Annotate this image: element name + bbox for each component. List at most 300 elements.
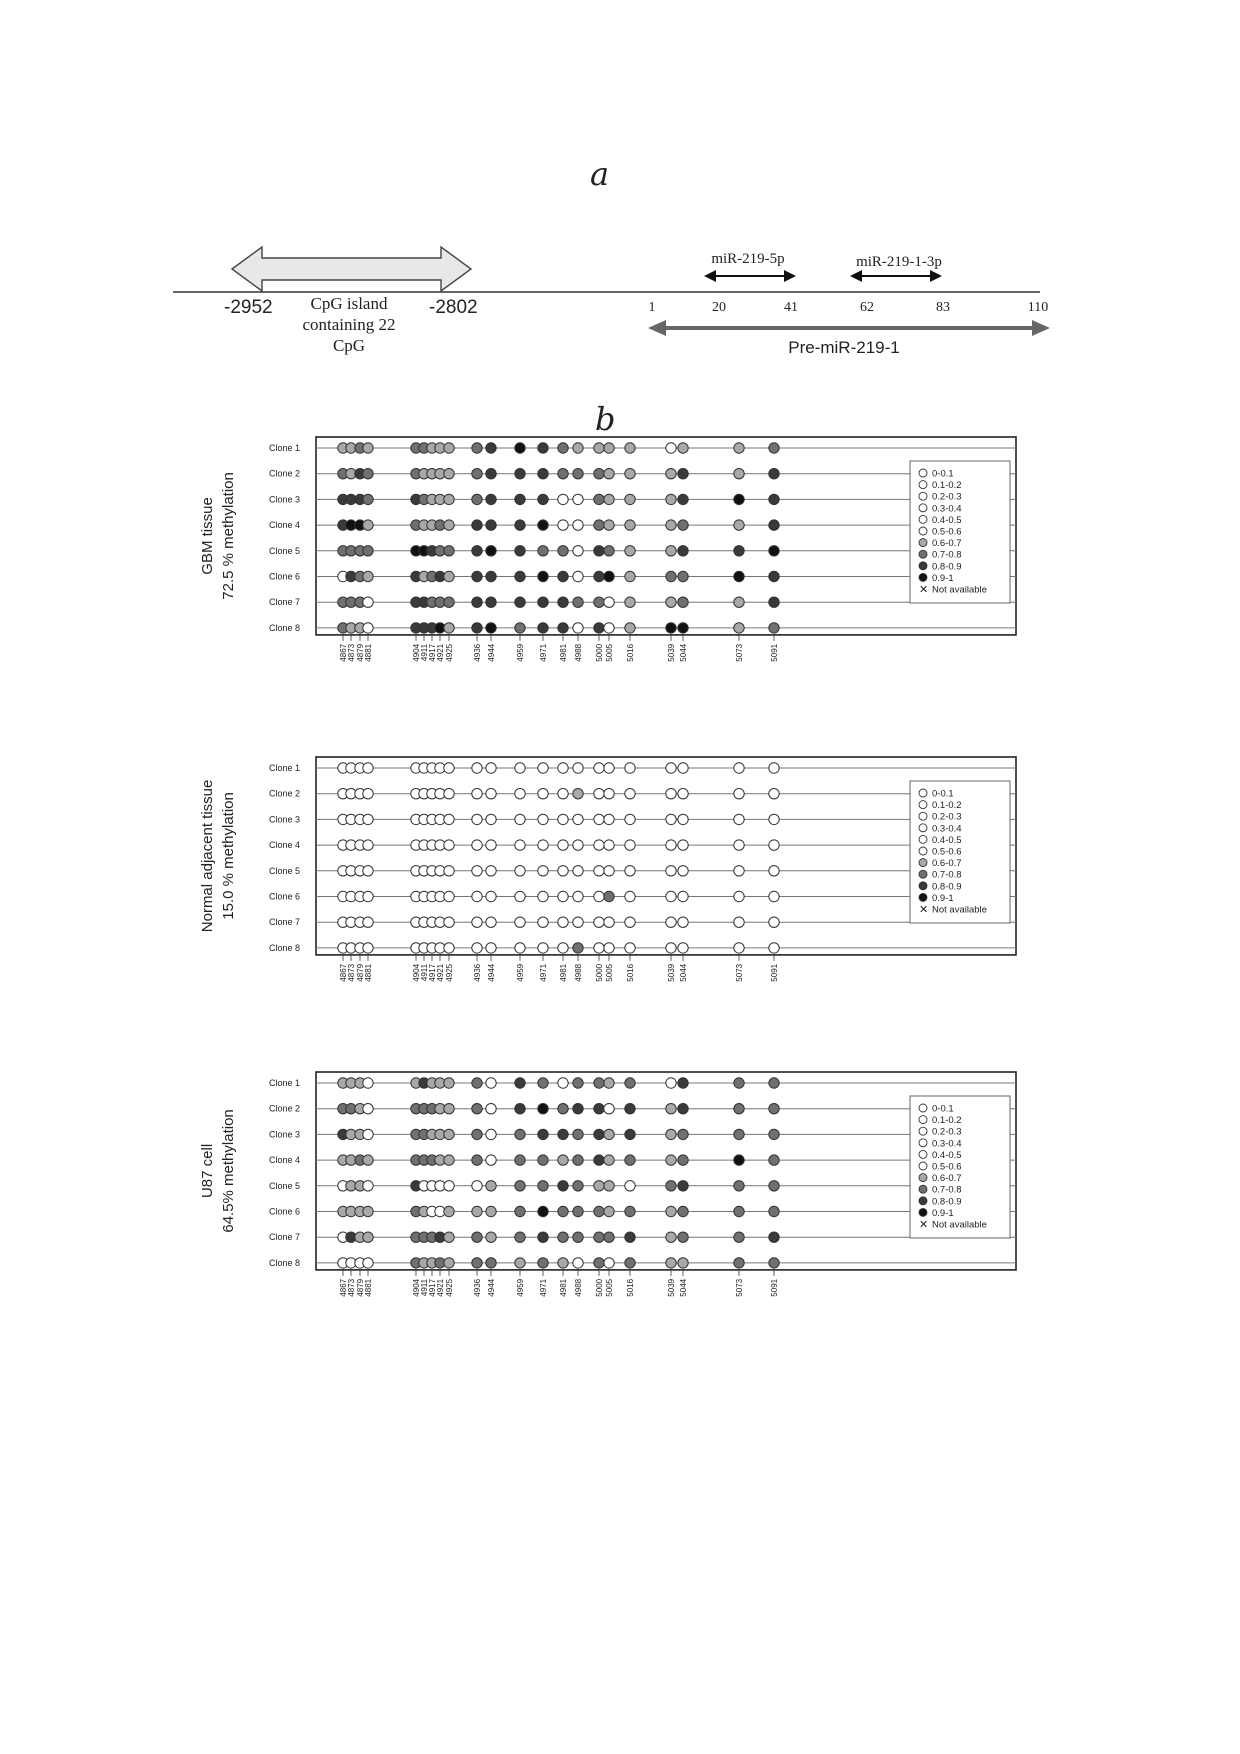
- legend-label: 0.6-0.7: [932, 1173, 962, 1185]
- cpg-site-dot: [363, 494, 373, 504]
- cpg-site-dot: [604, 1155, 614, 1165]
- cpg-site-dot: [558, 840, 568, 850]
- cpg-site-dot: [666, 1104, 676, 1114]
- cpg-position-label: 4944: [487, 1278, 496, 1297]
- cpg-site-dot: [625, 1181, 635, 1191]
- cpg-site-dot: [363, 1078, 373, 1088]
- cpg-site-dot: [678, 891, 688, 901]
- cpg-site-dot: [678, 1155, 688, 1165]
- cpg-position-label: 4911: [420, 643, 429, 662]
- legend-label: 0.6-0.7: [932, 858, 962, 870]
- cpg-site-dot: [604, 623, 614, 633]
- cpg-site-dot: [678, 1232, 688, 1242]
- methylation-legend: [910, 1096, 1010, 1238]
- cpg-site-dot: [666, 1206, 676, 1216]
- cpg-site-dot: [486, 1104, 496, 1114]
- cpg-site-dot: [363, 917, 373, 927]
- methylation-percent-label: 64.5% methylation: [220, 1109, 237, 1233]
- legend-swatch: [919, 481, 927, 489]
- cpg-site-dot: [538, 763, 548, 773]
- cpg-position-label: 4925: [445, 1278, 454, 1297]
- legend-label: 0.9-1: [932, 1207, 954, 1219]
- cpg-site-dot: [472, 1129, 482, 1139]
- cpg-site-dot: [486, 840, 496, 850]
- cpg-site-dot: [558, 520, 568, 530]
- cpg-site-dot: [573, 571, 583, 581]
- cpg-site-dot: [573, 1129, 583, 1139]
- cpg-site-dot: [538, 623, 548, 633]
- pre-mir-tick-110: 110: [1027, 300, 1049, 315]
- cpg-position-label: 4873: [347, 1278, 356, 1297]
- cpg-site-dot: [734, 1078, 744, 1088]
- cpg-site-dot: [734, 571, 744, 581]
- mir-5p-label: miR-219-5p: [711, 251, 785, 267]
- cpg-site-dot: [604, 1078, 614, 1088]
- cpg-site-dot: [594, 1232, 604, 1242]
- cpg-site-dot: [594, 494, 604, 504]
- cpg-site-dot: [363, 891, 373, 901]
- cpg-position-label: 4921: [436, 1278, 445, 1297]
- cpg-site-dot: [444, 789, 454, 799]
- cpg-site-dot: [472, 494, 482, 504]
- cpg-site-dot: [363, 1181, 373, 1191]
- cpg-position-label: 4917: [428, 963, 437, 982]
- cpg-site-dot: [558, 866, 568, 876]
- clone-label: Clone 1: [268, 1078, 300, 1088]
- pre-mir-tick-83: 83: [936, 300, 950, 315]
- cpg-position-label: 5039: [667, 1278, 676, 1297]
- cpg-site-dot: [769, 1129, 779, 1139]
- cpg-site-dot: [666, 840, 676, 850]
- cpg-site-dot: [666, 866, 676, 876]
- cpg-site-dot: [769, 763, 779, 773]
- cpg-site-dot: [625, 943, 635, 953]
- cpg-position-label: 5039: [667, 963, 676, 982]
- legend-label: 0.5-0.6: [932, 526, 962, 538]
- legend-label: 0.1-0.2: [932, 480, 962, 492]
- legend-swatch: [919, 1174, 927, 1182]
- legend-label: 0.3-0.4: [932, 1138, 962, 1150]
- legend-swatch: [919, 859, 927, 867]
- cpg-site-dot: [363, 443, 373, 453]
- clone-label: Clone 8: [268, 942, 300, 953]
- cpg-site-dot: [363, 571, 373, 581]
- cpg-site-dot: [573, 1258, 583, 1268]
- cpg-site-dot: [678, 763, 688, 773]
- cpg-site-dot: [538, 943, 548, 953]
- cpg-end-label: -2802: [429, 297, 478, 318]
- cpg-site-dot: [444, 840, 454, 850]
- cpg-site-dot: [472, 763, 482, 773]
- cpg-site-dot: [538, 1181, 548, 1191]
- cpg-site-dot: [734, 469, 744, 479]
- cpg-site-dot: [486, 1078, 496, 1088]
- legend-swatch: [919, 1208, 927, 1216]
- cpg-site-dot: [594, 546, 604, 556]
- clone-label: Clone 2: [268, 1103, 300, 1114]
- cpg-site-dot: [444, 520, 454, 530]
- cpg-site-dot: [734, 789, 744, 799]
- clone-label: Clone 8: [268, 622, 300, 633]
- cpg-site-dot: [625, 866, 635, 876]
- cpg-site-dot: [573, 1206, 583, 1216]
- cpg-site-dot: [558, 546, 568, 556]
- legend-swatch: [919, 893, 927, 901]
- legend-label: 0.8-0.9: [932, 881, 962, 893]
- cpg-position-label: 4988: [574, 643, 583, 662]
- cpg-site-dot: [625, 1258, 635, 1268]
- cpg-site-dot: [678, 1206, 688, 1216]
- legend-swatch: [919, 515, 927, 523]
- cpg-position-label: 4944: [487, 643, 496, 662]
- cpg-site-dot: [666, 520, 676, 530]
- cpg-site-dot: [604, 1206, 614, 1216]
- cpg-site-dot: [678, 520, 688, 530]
- clone-label: Clone 5: [268, 545, 300, 556]
- cpg-site-dot: [734, 1129, 744, 1139]
- cpg-site-dot: [538, 917, 548, 927]
- cpg-site-dot: [515, 891, 525, 901]
- pre-mir-tick-20: 20: [712, 300, 726, 315]
- legend-swatch: [919, 504, 927, 512]
- cpg-site-dot: [486, 1181, 496, 1191]
- cpg-site-dot: [678, 443, 688, 453]
- pre-mir-tick-41: 41: [784, 300, 798, 315]
- clone-label: Clone 2: [268, 468, 300, 479]
- legend-swatch: [919, 562, 927, 570]
- cpg-position-label: 5073: [735, 963, 744, 982]
- cpg-site-dot: [594, 520, 604, 530]
- cpg-site-dot: [604, 571, 614, 581]
- cpg-site-dot: [594, 943, 604, 953]
- cpg-site-dot: [573, 789, 583, 799]
- cpg-site-dot: [769, 571, 779, 581]
- cpg-position-label: 5000: [595, 643, 604, 662]
- cpg-site-dot: [734, 763, 744, 773]
- cpg-position-label: 4988: [574, 1278, 583, 1297]
- legend-label: 0.7-0.8: [932, 869, 962, 881]
- cpg-site-dot: [678, 571, 688, 581]
- cpg-site-dot: [558, 1155, 568, 1165]
- cpg-site-dot: [734, 546, 744, 556]
- cpg-site-dot: [444, 1104, 454, 1114]
- cpg-site-dot: [486, 469, 496, 479]
- cpg-site-dot: [444, 1258, 454, 1268]
- cpg-position-label: 5091: [770, 963, 779, 982]
- cpg-site-dot: [769, 943, 779, 953]
- cpg-site-dot: [666, 763, 676, 773]
- cpg-site-dot: [472, 1206, 482, 1216]
- cpg-site-dot: [363, 1104, 373, 1114]
- legend-swatch: [919, 882, 927, 890]
- cpg-site-dot: [486, 623, 496, 633]
- cpg-position-label: 5016: [626, 963, 635, 982]
- cpg-site-dot: [625, 494, 635, 504]
- cpg-site-dot: [594, 1206, 604, 1216]
- cpg-site-dot: [472, 866, 482, 876]
- panel-a-letter: a: [590, 155, 610, 193]
- cpg-site-dot: [604, 814, 614, 824]
- cpg-site-dot: [486, 520, 496, 530]
- cpg-site-dot: [769, 623, 779, 633]
- legend-label: 0.2-0.3: [932, 811, 962, 823]
- cpg-site-dot: [678, 814, 688, 824]
- cpg-site-dot: [769, 789, 779, 799]
- cpg-position-label: 4911: [420, 1278, 429, 1297]
- cpg-position-label: 4959: [516, 1278, 525, 1297]
- cpg-site-dot: [515, 1232, 525, 1242]
- cpg-position-label: 4873: [347, 963, 356, 982]
- cpg-site-dot: [558, 763, 568, 773]
- cpg-site-dot: [594, 1181, 604, 1191]
- cpg-site-dot: [472, 623, 482, 633]
- cpg-site-dot: [734, 443, 744, 453]
- cpg-site-dot: [515, 1078, 525, 1088]
- cpg-site-dot: [573, 546, 583, 556]
- legend-swatch: [919, 1150, 927, 1158]
- legend-label: 0.3-0.4: [932, 503, 962, 515]
- legend-swatch: [919, 492, 927, 500]
- cpg-site-dot: [486, 1232, 496, 1242]
- clone-label: Clone 5: [268, 865, 300, 876]
- legend-label: 0.4-0.5: [932, 514, 962, 526]
- cpg-site-dot: [625, 546, 635, 556]
- cpg-site-dot: [363, 1129, 373, 1139]
- cpg-site-dot: [625, 917, 635, 927]
- cpg-site-dot: [538, 1104, 548, 1114]
- cpg-site-dot: [678, 623, 688, 633]
- cpg-position-label: 4873: [347, 643, 356, 662]
- pre-mir-tick-1: 1: [648, 300, 656, 315]
- cpg-site-dot: [666, 1232, 676, 1242]
- pre-mir-label: Pre-miR-219-1: [788, 338, 900, 357]
- cpg-site-dot: [666, 597, 676, 607]
- cpg-site-dot: [769, 1232, 779, 1242]
- cpg-site-dot: [363, 814, 373, 824]
- cpg-site-dot: [558, 1258, 568, 1268]
- cpg-position-label: 4936: [473, 1278, 482, 1297]
- cpg-site-dot: [594, 571, 604, 581]
- cpg-position-label: 5000: [595, 963, 604, 982]
- cpg-site-dot: [538, 443, 548, 453]
- cpg-site-dot: [472, 597, 482, 607]
- cpg-site-dot: [486, 943, 496, 953]
- cpg-position-label: 4944: [487, 963, 496, 982]
- cpg-position-label: 4867: [339, 963, 348, 982]
- not-available-icon: ✕: [919, 584, 929, 596]
- cpg-site-dot: [515, 1129, 525, 1139]
- cpg-site-dot: [625, 789, 635, 799]
- cpg-position-label: 5073: [735, 1278, 744, 1297]
- cpg-site-dot: [472, 520, 482, 530]
- legend-swatch: [919, 539, 927, 547]
- cpg-site-dot: [625, 1129, 635, 1139]
- cpg-site-dot: [515, 763, 525, 773]
- cpg-site-dot: [604, 597, 614, 607]
- cpg-site-dot: [363, 520, 373, 530]
- methylation-percent-label: 72.5 % methylation: [220, 472, 237, 600]
- cpg-site-dot: [604, 1104, 614, 1114]
- clone-label: Clone 3: [268, 814, 300, 825]
- cpg-position-label: 4921: [436, 963, 445, 982]
- legend-label: 0.9-1: [932, 892, 954, 904]
- cpg-site-dot: [734, 597, 744, 607]
- cpg-site-dot: [472, 840, 482, 850]
- legend-label: 0.3-0.4: [932, 823, 962, 835]
- cpg-site-dot: [769, 1258, 779, 1268]
- cpg-site-dot: [472, 1104, 482, 1114]
- legend-swatch: [919, 469, 927, 477]
- cpg-site-dot: [734, 917, 744, 927]
- cpg-site-dot: [486, 546, 496, 556]
- cpg-site-dot: [573, 1078, 583, 1088]
- cpg-site-dot: [363, 623, 373, 633]
- cpg-position-label: 4936: [473, 643, 482, 662]
- legend-swatch: [919, 847, 927, 855]
- cpg-position-label: 5091: [770, 643, 779, 662]
- cpg-site-dot: [444, 1206, 454, 1216]
- cpg-site-dot: [486, 1129, 496, 1139]
- cpg-site-dot: [625, 443, 635, 453]
- cpg-site-dot: [625, 1155, 635, 1165]
- cpg-site-dot: [538, 891, 548, 901]
- cpg-site-dot: [594, 763, 604, 773]
- cpg-site-dot: [573, 917, 583, 927]
- cpg-site-dot: [538, 1232, 548, 1242]
- cpg-site-dot: [666, 469, 676, 479]
- legend-label: 0.4-0.5: [932, 834, 962, 846]
- cpg-site-dot: [515, 1155, 525, 1165]
- cpg-site-dot: [769, 1104, 779, 1114]
- cpg-position-label: 5044: [679, 1278, 688, 1297]
- legend-label: 0.7-0.8: [932, 1184, 962, 1196]
- cpg-label-line2: containing 22: [302, 315, 396, 334]
- cpg-site-dot: [444, 943, 454, 953]
- methylation-plot-gbm: [199, 437, 1016, 662]
- cpg-site-dot: [734, 943, 744, 953]
- cpg-site-dot: [769, 520, 779, 530]
- cpg-site-dot: [363, 840, 373, 850]
- cpg-position-label: 4981: [559, 1278, 568, 1297]
- cpg-site-dot: [594, 1155, 604, 1165]
- cpg-site-dot: [486, 443, 496, 453]
- cpg-site-dot: [515, 1258, 525, 1268]
- legend-label: 0.4-0.5: [932, 1149, 962, 1161]
- cpg-site-dot: [515, 469, 525, 479]
- legend-swatch: [919, 801, 927, 809]
- clone-label: Clone 5: [268, 1180, 300, 1191]
- clone-label: Clone 7: [268, 917, 300, 928]
- cpg-site-dot: [666, 1129, 676, 1139]
- cpg-site-dot: [444, 494, 454, 504]
- cpg-site-dot: [363, 1258, 373, 1268]
- legend-label: 0.2-0.3: [932, 1126, 962, 1138]
- cpg-site-dot: [486, 891, 496, 901]
- cpg-position-label: 4917: [428, 643, 437, 662]
- cpg-position-label: 5016: [626, 1278, 635, 1297]
- cpg-site-dot: [769, 546, 779, 556]
- cpg-site-dot: [472, 789, 482, 799]
- cpg-site-dot: [573, 1181, 583, 1191]
- cpg-site-dot: [486, 789, 496, 799]
- cpg-position-label: 5044: [679, 963, 688, 982]
- cpg-site-dot: [573, 1104, 583, 1114]
- cpg-position-label: 5016: [626, 643, 635, 662]
- sample-label: GBM tissue: [199, 497, 216, 575]
- clone-label: Clone 1: [268, 763, 300, 773]
- cpg-site-dot: [594, 1078, 604, 1088]
- cpg-site-dot: [678, 469, 688, 479]
- cpg-site-dot: [769, 814, 779, 824]
- cpg-site-dot: [604, 520, 614, 530]
- cpg-position-label: 5044: [679, 643, 688, 662]
- cpg-site-dot: [769, 469, 779, 479]
- legend-label: 0.5-0.6: [932, 1161, 962, 1173]
- cpg-position-label: 4981: [559, 643, 568, 662]
- cpg-site-dot: [538, 1078, 548, 1088]
- cpg-site-dot: [604, 443, 614, 453]
- cpg-site-dot: [558, 1206, 568, 1216]
- cpg-site-dot: [558, 891, 568, 901]
- cpg-site-dot: [558, 469, 568, 479]
- clone-label: Clone 2: [268, 788, 300, 799]
- cpg-site-dot: [486, 597, 496, 607]
- cpg-site-dot: [558, 571, 568, 581]
- legend-label: 0.8-0.9: [932, 1196, 962, 1208]
- cpg-site-dot: [515, 917, 525, 927]
- cpg-site-dot: [678, 840, 688, 850]
- legend-swatch: [919, 1185, 927, 1193]
- cpg-site-dot: [625, 763, 635, 773]
- cpg-site-dot: [678, 597, 688, 607]
- legend-label: 0.2-0.3: [932, 491, 962, 503]
- cpg-site-dot: [666, 546, 676, 556]
- legend-label: 0.7-0.8: [932, 549, 962, 561]
- cpg-site-dot: [604, 1181, 614, 1191]
- cpg-site-dot: [734, 1232, 744, 1242]
- cpg-label-line1: CpG island: [310, 294, 388, 313]
- legend-swatch: [919, 835, 927, 843]
- cpg-site-dot: [515, 494, 525, 504]
- cpg-site-dot: [558, 1078, 568, 1088]
- cpg-site-dot: [734, 866, 744, 876]
- cpg-site-dot: [734, 520, 744, 530]
- clone-label: Clone 3: [268, 494, 300, 505]
- legend-swatch: [919, 789, 927, 797]
- cpg-site-dot: [734, 494, 744, 504]
- cpg-site-dot: [558, 1129, 568, 1139]
- cpg-site-dot: [573, 840, 583, 850]
- cpg-site-dot: [444, 917, 454, 927]
- cpg-site-dot: [558, 943, 568, 953]
- legend-swatch: [919, 1127, 927, 1135]
- cpg-site-dot: [666, 571, 676, 581]
- legend-swatch: [919, 550, 927, 558]
- cpg-site-dot: [625, 469, 635, 479]
- cpg-site-dot: [486, 494, 496, 504]
- cpg-site-dot: [444, 1129, 454, 1139]
- cpg-site-dot: [444, 1155, 454, 1165]
- cpg-position-label: 4971: [539, 1278, 548, 1297]
- cpg-site-dot: [604, 763, 614, 773]
- cpg-site-dot: [594, 840, 604, 850]
- cpg-site-dot: [486, 1206, 496, 1216]
- legend-label: 0.5-0.6: [932, 846, 962, 858]
- cpg-site-dot: [594, 443, 604, 453]
- cpg-site-dot: [444, 571, 454, 581]
- cpg-site-dot: [515, 520, 525, 530]
- cpg-site-dot: [444, 546, 454, 556]
